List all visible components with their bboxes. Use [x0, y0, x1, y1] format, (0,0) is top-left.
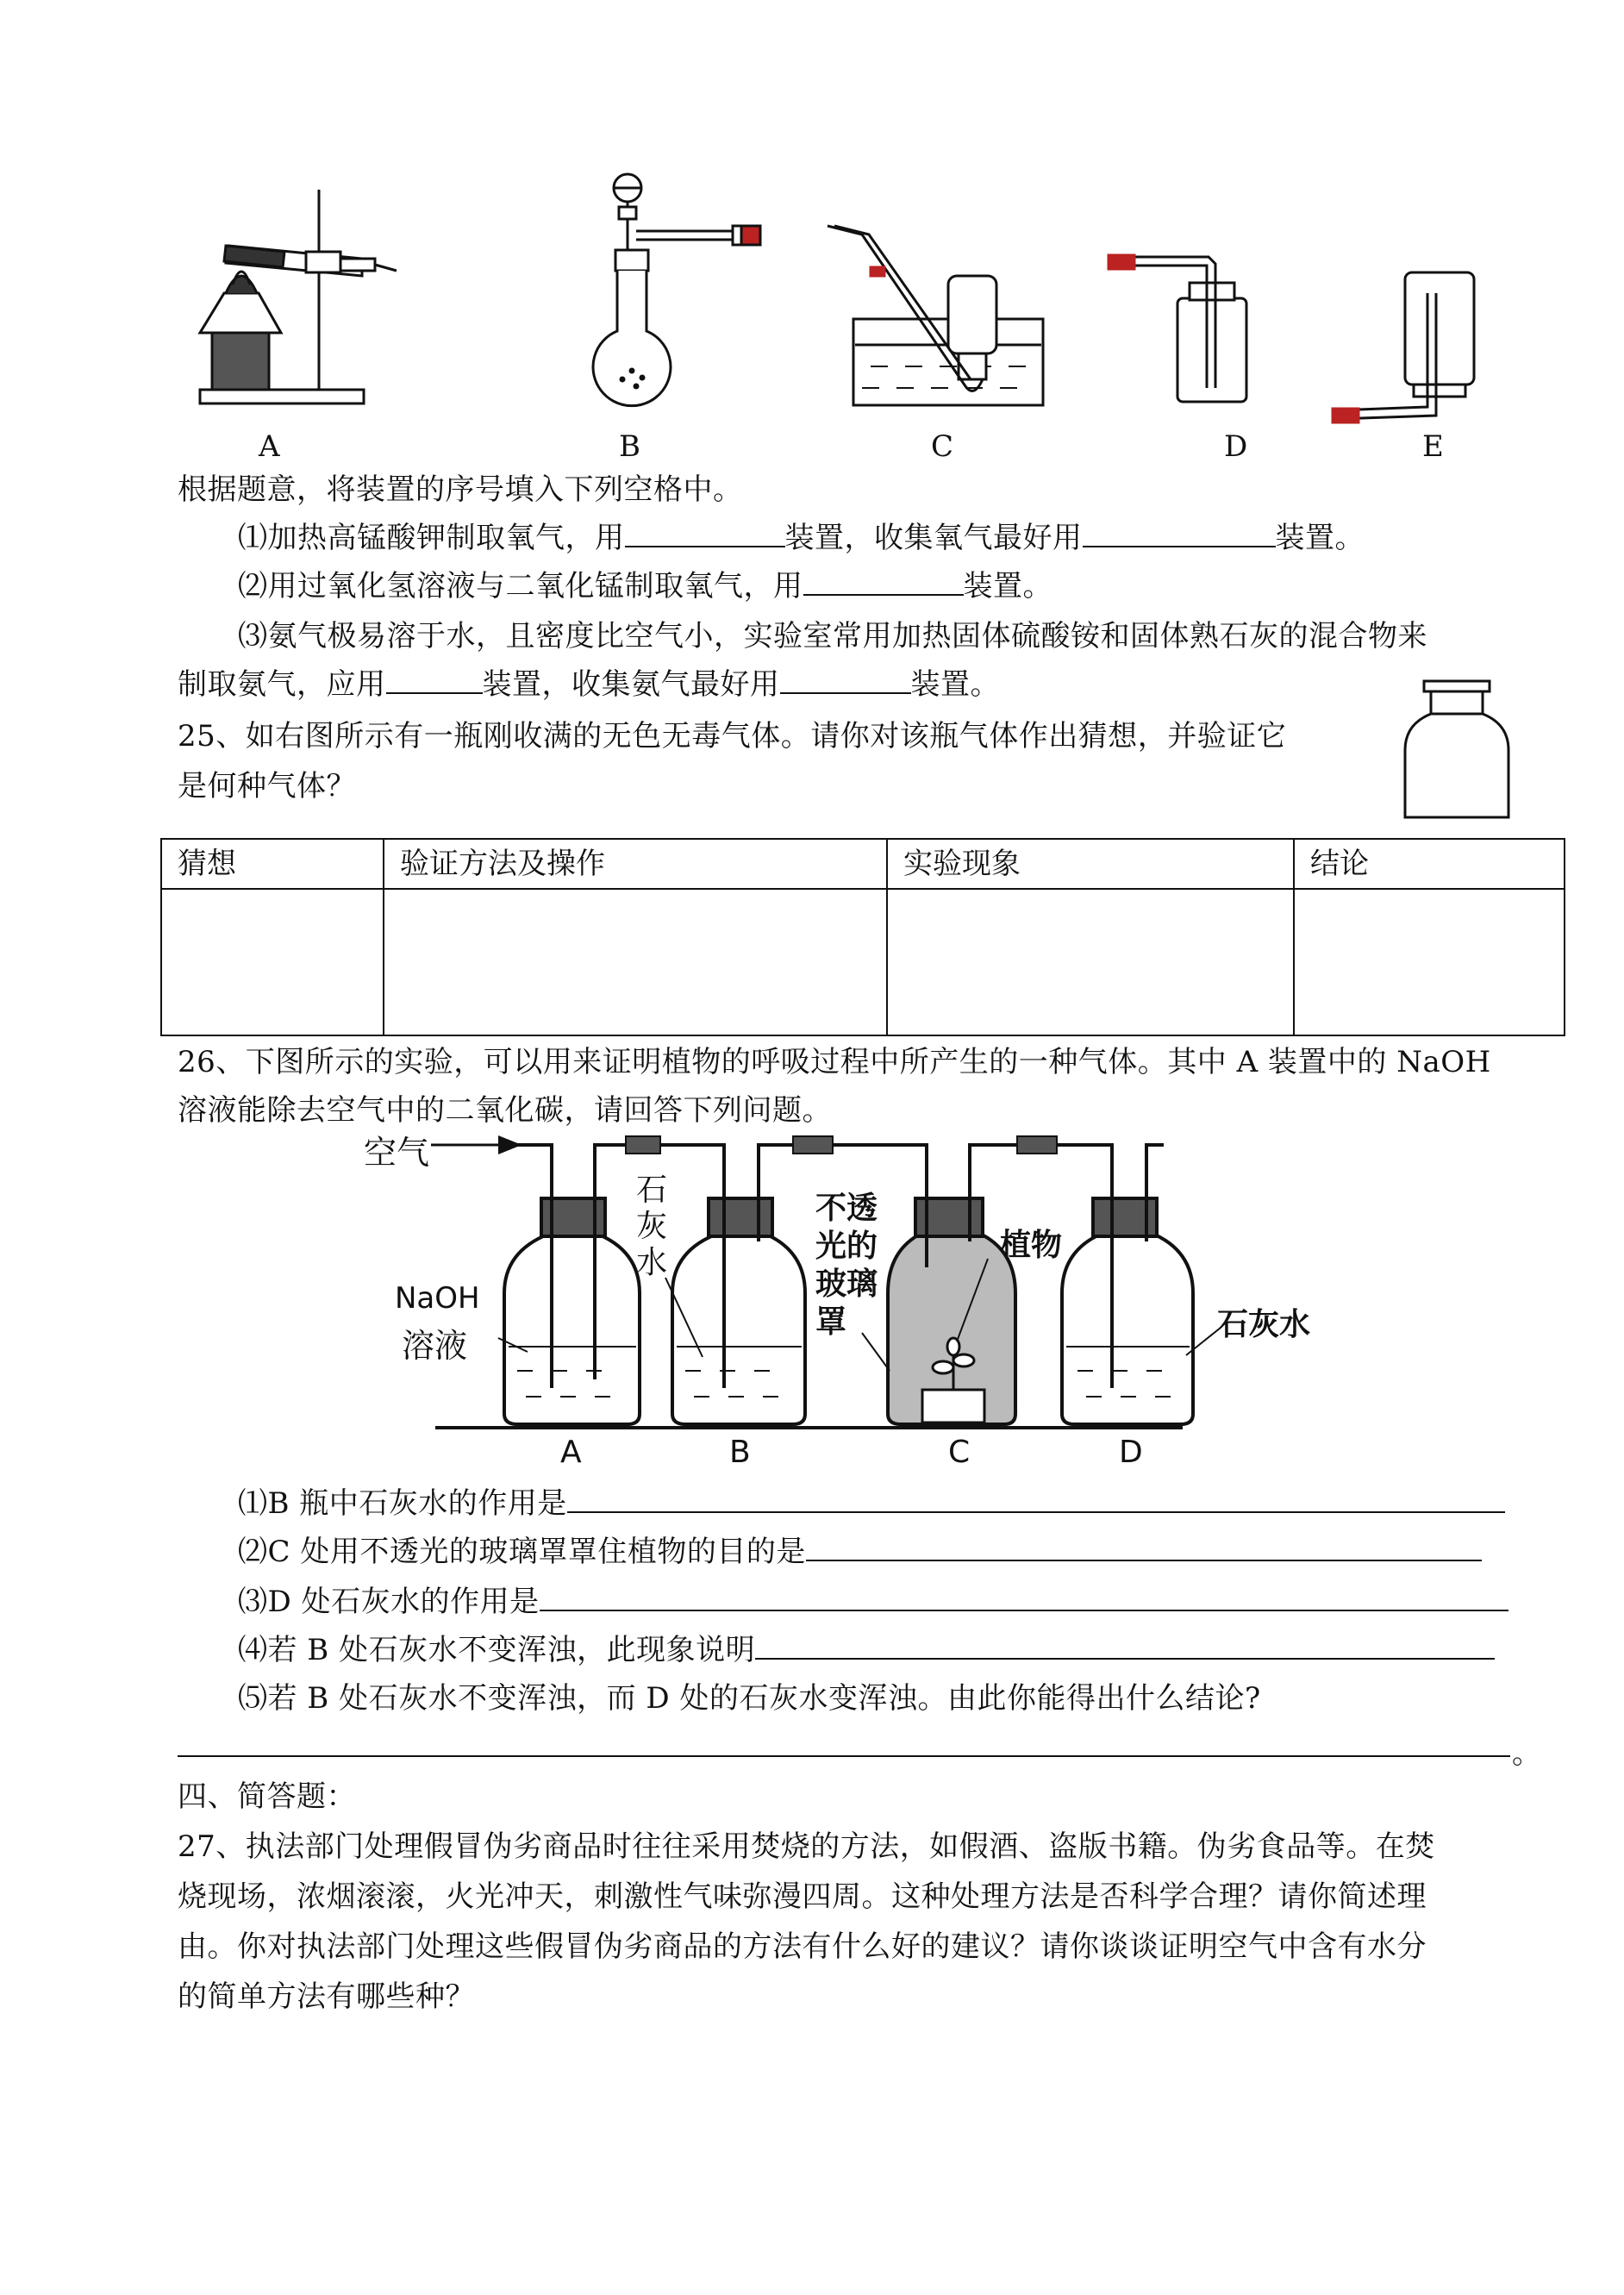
- bottle-a: [504, 1233, 640, 1424]
- bottle-label-c: C: [948, 1435, 971, 1470]
- q26-line1: 26、下图所示的实验，可以用来证明植物的呼吸过程中所产生的一种气体。其中 A 装置中的 NaOH: [178, 1045, 1491, 1079]
- bottle-b: [672, 1233, 805, 1424]
- q25-header-guess: 猜想: [161, 839, 384, 889]
- q24-item3-line1: ⑶氨气极易溶于水，且密度比空气小，实验室常用加热固体硫酸铵和固体熟石灰的混合物来: [238, 619, 1427, 653]
- apparatus-label-b: B: [619, 429, 640, 464]
- naoh-solution-label: 溶液: [402, 1327, 468, 1365]
- apparatus-label-a: A: [259, 429, 280, 464]
- q27-line3: 由。你对执法部门处理这些假冒伪劣商品的方法有什么好的建议？请你谈谈证明空气中含有水分: [178, 1929, 1427, 1964]
- apparatus-label-c: C: [931, 429, 954, 464]
- opaque-cover-line3: 玻璃: [815, 1266, 878, 1302]
- q24-item1-text1: ⑴加热高锰酸钾制取氧气，用: [238, 521, 625, 555]
- opaque-cover-line4: 罩: [815, 1304, 847, 1340]
- q24-item1-text3: 装置。: [1275, 521, 1365, 555]
- q25-line2: 是何种气体？: [178, 769, 356, 804]
- naoh-label: NaOH: [395, 1281, 480, 1316]
- q26-sub1: [238, 1479, 1505, 1528]
- q27-line2: 烧现场，浓烟滚滚，火光冲天，刺激性气味弥漫四周。这种处理方法是否科学合理？请你简述理: [178, 1879, 1427, 1914]
- limewater-b-char1: 石: [636, 1173, 668, 1208]
- bottle-label-b: B: [729, 1435, 751, 1470]
- q26-sub4: [238, 1626, 1495, 1674]
- q26-sub2-text: ⑵C 处用不透光的玻璃罩罩住植物的目的是: [238, 1535, 806, 1569]
- q24-item3-text1: 制取氨气，应用: [178, 667, 386, 702]
- q26-sub3: [238, 1578, 1508, 1626]
- q25-header-method: 验证方法及操作: [384, 839, 887, 889]
- q26-sub3-text: ⑶D 处石灰水的作用是: [238, 1585, 540, 1619]
- limewater-b-char2: 灰: [636, 1209, 668, 1244]
- q24-item1-text2: 装置，收集氧气最好用: [784, 521, 1083, 555]
- apparatus-label-e: E: [1422, 429, 1444, 464]
- q24-item3-text2: 装置，收集氨气最好用: [482, 667, 780, 702]
- q26-sub1-blank[interactable]: [567, 1485, 1505, 1513]
- q25-header-phenomenon: 实验现象: [887, 839, 1294, 889]
- q24-item3-text3: 装置。: [910, 667, 1000, 702]
- opaque-cover-line1: 不透: [815, 1191, 878, 1226]
- limewater-b-label: [636, 1173, 667, 1281]
- opaque-cover-label: [815, 1190, 878, 1341]
- opaque-cover-line2: 光的: [815, 1229, 878, 1264]
- apparatus-label-d: D: [1224, 429, 1248, 464]
- limewater-b-char3: 水: [636, 1245, 668, 1280]
- q26-sub2-blank[interactable]: [806, 1534, 1482, 1561]
- q26-sub4-blank[interactable]: [755, 1632, 1495, 1660]
- q26-sub5-answer-line[interactable]: [178, 1755, 1510, 1757]
- air-label: 空气: [364, 1134, 430, 1172]
- q26-sub3-blank[interactable]: [540, 1584, 1508, 1611]
- q26-sub1-text: ⑴B 瓶中石灰水的作用是: [238, 1486, 567, 1521]
- q26-sub5: ⑸若 B 处石灰水不变浑浊，而 D 处的石灰水变浑浊。由此你能得出什么结论?: [238, 1681, 1261, 1716]
- q24-item2-text2: 装置。: [963, 569, 1052, 603]
- q26-line2: 溶液能除去空气中的二氧化碳，请回答下列问题。: [178, 1093, 832, 1128]
- q26-end-mark: 。: [1512, 1736, 1542, 1771]
- bottle-d: [1062, 1233, 1193, 1424]
- limewater-d-label: 石灰水: [1217, 1307, 1311, 1342]
- q25-header-conclusion: 结论: [1294, 839, 1565, 889]
- q27-line4: 的简单方法有哪些种？: [178, 1979, 475, 2014]
- q24-instruction: 根据题意，将装置的序号填入下列空格中。: [178, 472, 743, 507]
- q25-line1: 25、如右图所示有一瓶刚收满的无色无毒气体。请你对该瓶气体作出猜想，并验证它: [178, 719, 1287, 754]
- plant-label: 植物: [1000, 1228, 1063, 1263]
- q26-sub2: [238, 1528, 1482, 1576]
- section4-title: 四、简答题：: [178, 1779, 356, 1814]
- q24-item2-text1: ⑵用过氧化氢溶液与二氧化锰制取氧气，用: [238, 569, 803, 603]
- bottle-label-a: A: [560, 1435, 582, 1470]
- bottle-label-d: D: [1119, 1435, 1143, 1470]
- q27-line1: 27、执法部门处理假冒伪劣商品时往往采用焚烧的方法，如假酒、盗版书籍。伪劣食品等。在焚: [178, 1829, 1435, 1864]
- q26-sub4-text: ⑷若 B 处石灰水不变浑浊，此现象说明: [238, 1633, 756, 1667]
